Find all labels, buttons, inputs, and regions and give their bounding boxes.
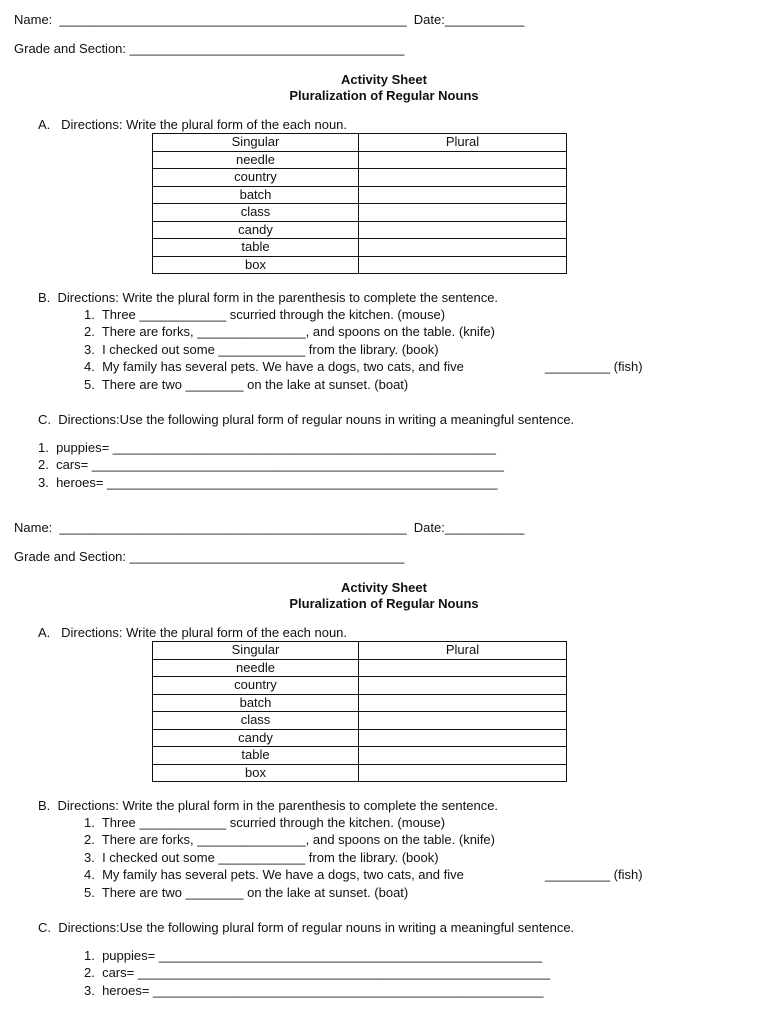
singular-cell: country bbox=[153, 677, 359, 695]
sentence-writing-item: 3. heroes= ______________________________________________________ bbox=[38, 475, 498, 490]
singular-cell: needle bbox=[153, 659, 359, 677]
sentence-item: 1. Three ____________ scurried through the kitchen. (mouse) bbox=[84, 815, 446, 830]
singular-cell: batch bbox=[153, 694, 359, 712]
section-c-directions: C. Directions:Use the following plural form of regular nouns in writing a meaningful sentence. bbox=[38, 920, 575, 935]
sentence-writing-item: 2. cars= _________________________________________________________ bbox=[38, 457, 504, 472]
singular-cell: class bbox=[153, 204, 359, 222]
sentence-item: 5. There are two ________ on the lake at sunset. (boat) bbox=[84, 885, 409, 900]
section-b-directions: B. Directions: Write the plural form in the parenthesis to complete the sentence. bbox=[38, 798, 499, 813]
name-date-line: Name: ________________________________________________ Date:___________ bbox=[14, 12, 525, 27]
section-b-directions: B. Directions: Write the plural form in the parenthesis to complete the sentence. bbox=[38, 290, 499, 305]
grade-section-line: Grade and Section: ______________________________________ bbox=[14, 549, 405, 564]
name-date-line: Name: ________________________________________________ Date:___________ bbox=[14, 520, 525, 535]
noun-table bbox=[152, 641, 567, 782]
sentence-item-tail: _________ (fish) bbox=[545, 867, 643, 882]
sheet-title: Activity Sheet bbox=[341, 72, 427, 87]
plural-answer-cell[interactable] bbox=[359, 239, 567, 257]
plural-answer-cell[interactable] bbox=[359, 186, 567, 204]
singular-cell: box bbox=[153, 764, 359, 782]
singular-cell: needle bbox=[153, 151, 359, 169]
sentence-writing-item: 2. cars= _________________________________________________________ bbox=[84, 965, 550, 980]
singular-cell: table bbox=[153, 747, 359, 765]
sentence-writing-item: 3. heroes= ______________________________________________________ bbox=[84, 983, 544, 998]
plural-answer-cell[interactable] bbox=[359, 764, 567, 782]
table-row bbox=[153, 712, 567, 730]
sheet-subtitle: Pluralization of Regular Nouns bbox=[289, 88, 479, 103]
sentence-item: 2. There are forks, _______________, and spoons on the table. (knife) bbox=[84, 832, 495, 847]
section-c-directions: C. Directions:Use the following plural form of regular nouns in writing a meaningful sentence. bbox=[38, 412, 575, 427]
section-a-directions: A. Directions: Write the plural form of the each noun. bbox=[38, 117, 348, 132]
plural-answer-cell[interactable] bbox=[359, 677, 567, 695]
sheet-subtitle: Pluralization of Regular Nouns bbox=[289, 596, 479, 611]
sheet-title: Activity Sheet bbox=[341, 580, 427, 595]
table-row bbox=[153, 221, 567, 239]
sentence-item-tail: _________ (fish) bbox=[545, 359, 643, 374]
table-row bbox=[153, 747, 567, 765]
header-singular: Singular bbox=[153, 642, 359, 660]
plural-answer-cell[interactable] bbox=[359, 256, 567, 274]
table-row bbox=[153, 256, 567, 274]
plural-answer-cell[interactable] bbox=[359, 151, 567, 169]
singular-cell: class bbox=[153, 712, 359, 730]
table-row bbox=[153, 239, 567, 257]
singular-cell: batch bbox=[153, 186, 359, 204]
plural-answer-cell[interactable] bbox=[359, 204, 567, 222]
table-row bbox=[153, 151, 567, 169]
grade-section-line: Grade and Section: ______________________________________ bbox=[14, 41, 405, 56]
plural-answer-cell[interactable] bbox=[359, 729, 567, 747]
table-row bbox=[153, 764, 567, 782]
header-singular: Singular bbox=[153, 134, 359, 152]
noun-table bbox=[152, 133, 567, 274]
sentence-writing-item: 1. puppies= _____________________________________________________ bbox=[38, 440, 496, 455]
plural-answer-cell[interactable] bbox=[359, 694, 567, 712]
table-header-row bbox=[153, 642, 567, 660]
singular-cell: table bbox=[153, 239, 359, 257]
singular-cell: country bbox=[153, 169, 359, 187]
sentence-item: 2. There are forks, _______________, and spoons on the table. (knife) bbox=[84, 324, 495, 339]
table-header-row bbox=[153, 134, 567, 152]
singular-cell: candy bbox=[153, 729, 359, 747]
header-plural: Plural bbox=[359, 642, 567, 660]
plural-answer-cell[interactable] bbox=[359, 221, 567, 239]
activity-sheet-2 bbox=[0, 508, 768, 1016]
plural-answer-cell[interactable] bbox=[359, 659, 567, 677]
section-a-directions: A. Directions: Write the plural form of the each noun. bbox=[38, 625, 348, 640]
table-row bbox=[153, 204, 567, 222]
sentence-item: 3. I checked out some ____________ from the library. (book) bbox=[84, 342, 439, 357]
table-row bbox=[153, 729, 567, 747]
sentence-writing-item: 1. puppies= _____________________________________________________ bbox=[84, 948, 542, 963]
sentence-item: 1. Three ____________ scurried through the kitchen. (mouse) bbox=[84, 307, 446, 322]
sentence-item: 3. I checked out some ____________ from the library. (book) bbox=[84, 850, 439, 865]
sentence-item: 4. My family has several pets. We have a dogs, two cats, and five bbox=[84, 867, 464, 882]
plural-answer-cell[interactable] bbox=[359, 169, 567, 187]
table-row bbox=[153, 169, 567, 187]
singular-cell: candy bbox=[153, 221, 359, 239]
table-row bbox=[153, 694, 567, 712]
table-row bbox=[153, 186, 567, 204]
plural-answer-cell[interactable] bbox=[359, 712, 567, 730]
header-plural: Plural bbox=[359, 134, 567, 152]
table-row bbox=[153, 659, 567, 677]
plural-answer-cell[interactable] bbox=[359, 747, 567, 765]
activity-sheet-1 bbox=[0, 0, 768, 508]
sentence-item: 4. My family has several pets. We have a dogs, two cats, and five bbox=[84, 359, 464, 374]
table-row bbox=[153, 677, 567, 695]
singular-cell: box bbox=[153, 256, 359, 274]
sentence-item: 5. There are two ________ on the lake at sunset. (boat) bbox=[84, 377, 409, 392]
